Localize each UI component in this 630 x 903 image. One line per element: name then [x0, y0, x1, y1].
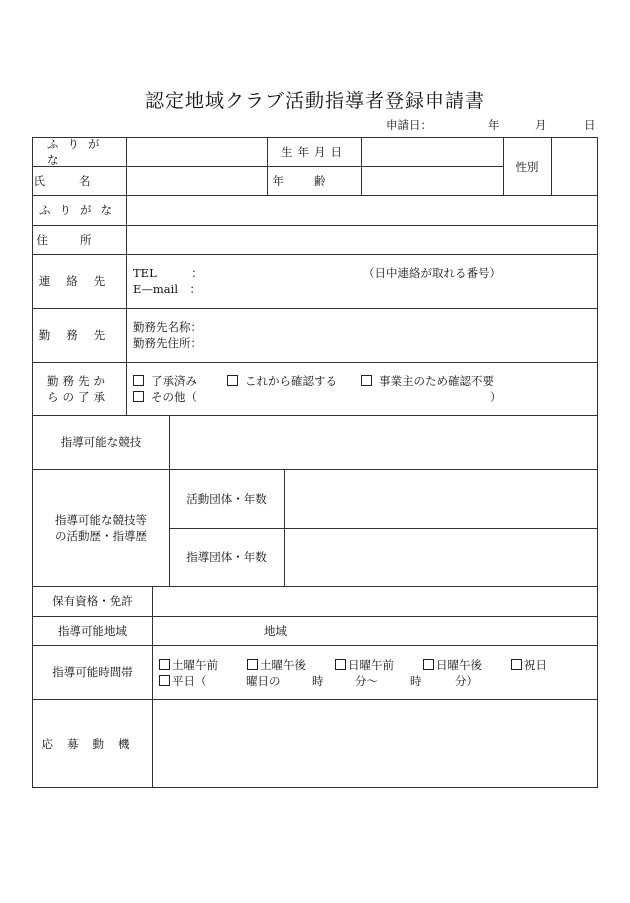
- application-date-label: 申請日：: [386, 118, 432, 132]
- workplace-address-label: 勤務先住所：: [133, 336, 202, 350]
- area-label: 指導可能地域: [58, 623, 127, 638]
- checkbox-icon[interactable]: [511, 659, 522, 670]
- checkbox-icon[interactable]: [335, 659, 346, 670]
- motivation-label: 応募動機: [41, 736, 144, 751]
- time-minute-to: 分）: [455, 674, 478, 688]
- application-form: [32, 137, 598, 788]
- qualifications-label: 保有資格・免許: [52, 594, 133, 608]
- history-label: [33, 469, 169, 586]
- contact-label: 連絡先: [38, 274, 122, 288]
- time-youbi: 曜日の: [246, 674, 281, 688]
- consent-other-label: その他（: [151, 390, 197, 404]
- column-divider: [126, 138, 127, 415]
- tel-note: （日中連絡が取れる番号）: [363, 266, 501, 280]
- consent-to-confirm-option[interactable]: [227, 373, 337, 389]
- column-divider: [284, 469, 285, 586]
- application-date-day: 日: [584, 118, 596, 132]
- time-sat-pm-option[interactable]: [247, 657, 306, 673]
- history-label-line2: の活動歴・指導歴: [55, 528, 147, 543]
- checkbox-icon[interactable]: [133, 375, 144, 386]
- checkbox-icon[interactable]: [227, 375, 238, 386]
- consent-other-close: ）: [490, 390, 502, 404]
- row-divider: [33, 362, 597, 363]
- area-suffix: 地域: [264, 624, 287, 638]
- column-divider: [551, 138, 552, 195]
- time-holiday-option[interactable]: [511, 657, 547, 673]
- workplace-label: 勤務先: [38, 328, 122, 342]
- furigana-label: [47, 138, 111, 166]
- consent-approved-label: 了承済み: [151, 374, 197, 388]
- activity-org-label: 活動団体・年数: [186, 491, 267, 506]
- tel-label: TEL ：: [133, 266, 203, 280]
- time-label: 指導可能時間帯: [52, 665, 133, 679]
- checkbox-icon[interactable]: [423, 659, 434, 670]
- checkbox-icon[interactable]: [159, 659, 170, 670]
- column-divider: [152, 586, 153, 788]
- checkbox-icon[interactable]: [159, 675, 170, 686]
- time-sat-am-label: 土曜午前: [172, 658, 218, 672]
- application-date: [386, 117, 598, 133]
- consent-owner-option[interactable]: [361, 373, 494, 389]
- column-divider: [361, 138, 362, 195]
- consent-approved-option[interactable]: [133, 373, 197, 389]
- time-hour-from: 時: [312, 674, 324, 688]
- sports-label: 指導可能な競技: [60, 435, 142, 449]
- email-label: E—mail ：: [133, 282, 202, 296]
- name-label: 氏名: [33, 173, 125, 188]
- time-sun-am-option[interactable]: [335, 657, 394, 673]
- application-date-month: 月: [535, 118, 547, 132]
- coaching-org-label: 指導団体・年数: [186, 550, 267, 564]
- time-sun-pm-option[interactable]: [423, 657, 482, 673]
- workplace-consent-label-line1: 勤務先か: [47, 373, 109, 388]
- workplace-name-label: 勤務先名称：: [133, 320, 202, 334]
- time-sun-pm-label: 日曜午後: [436, 658, 482, 672]
- time-sat-pm-label: 土曜午後: [260, 658, 306, 672]
- workplace-consent-label: [47, 362, 117, 415]
- consent-owner-label: 事業主のため確認不要: [379, 374, 494, 388]
- age-label: 年齢: [272, 173, 356, 188]
- birth-date-label: 生年月日: [281, 145, 347, 159]
- workplace-consent-label-line2: らの了承: [47, 389, 109, 404]
- gender-label: 性別: [515, 159, 539, 174]
- checkbox-icon[interactable]: [133, 391, 144, 402]
- page-title: 認定地域クラブ活動指導者登録申請書: [144, 90, 485, 112]
- time-minute-from: 分〜: [355, 674, 378, 688]
- checkbox-icon[interactable]: [361, 375, 372, 386]
- time-weekday-option[interactable]: [159, 673, 207, 689]
- address-label: 住所: [36, 232, 124, 247]
- history-label-line1: 指導可能な競技等: [55, 512, 147, 527]
- application-date-year: 年: [488, 118, 500, 132]
- time-weekday-label: 平日（: [172, 674, 207, 688]
- time-sat-am-option[interactable]: [159, 657, 218, 673]
- consent-to-confirm-label: これから確認する: [245, 374, 337, 388]
- furigana-label-2: ふりがな: [39, 203, 121, 217]
- consent-other-option[interactable]: [133, 389, 197, 405]
- time-sun-am-label: 日曜午前: [348, 658, 394, 672]
- checkbox-icon[interactable]: [247, 659, 258, 670]
- time-holiday-label: 祝日: [524, 658, 547, 672]
- furigana-label-text: ふりがな: [47, 137, 109, 167]
- time-hour-to: 時: [410, 674, 422, 688]
